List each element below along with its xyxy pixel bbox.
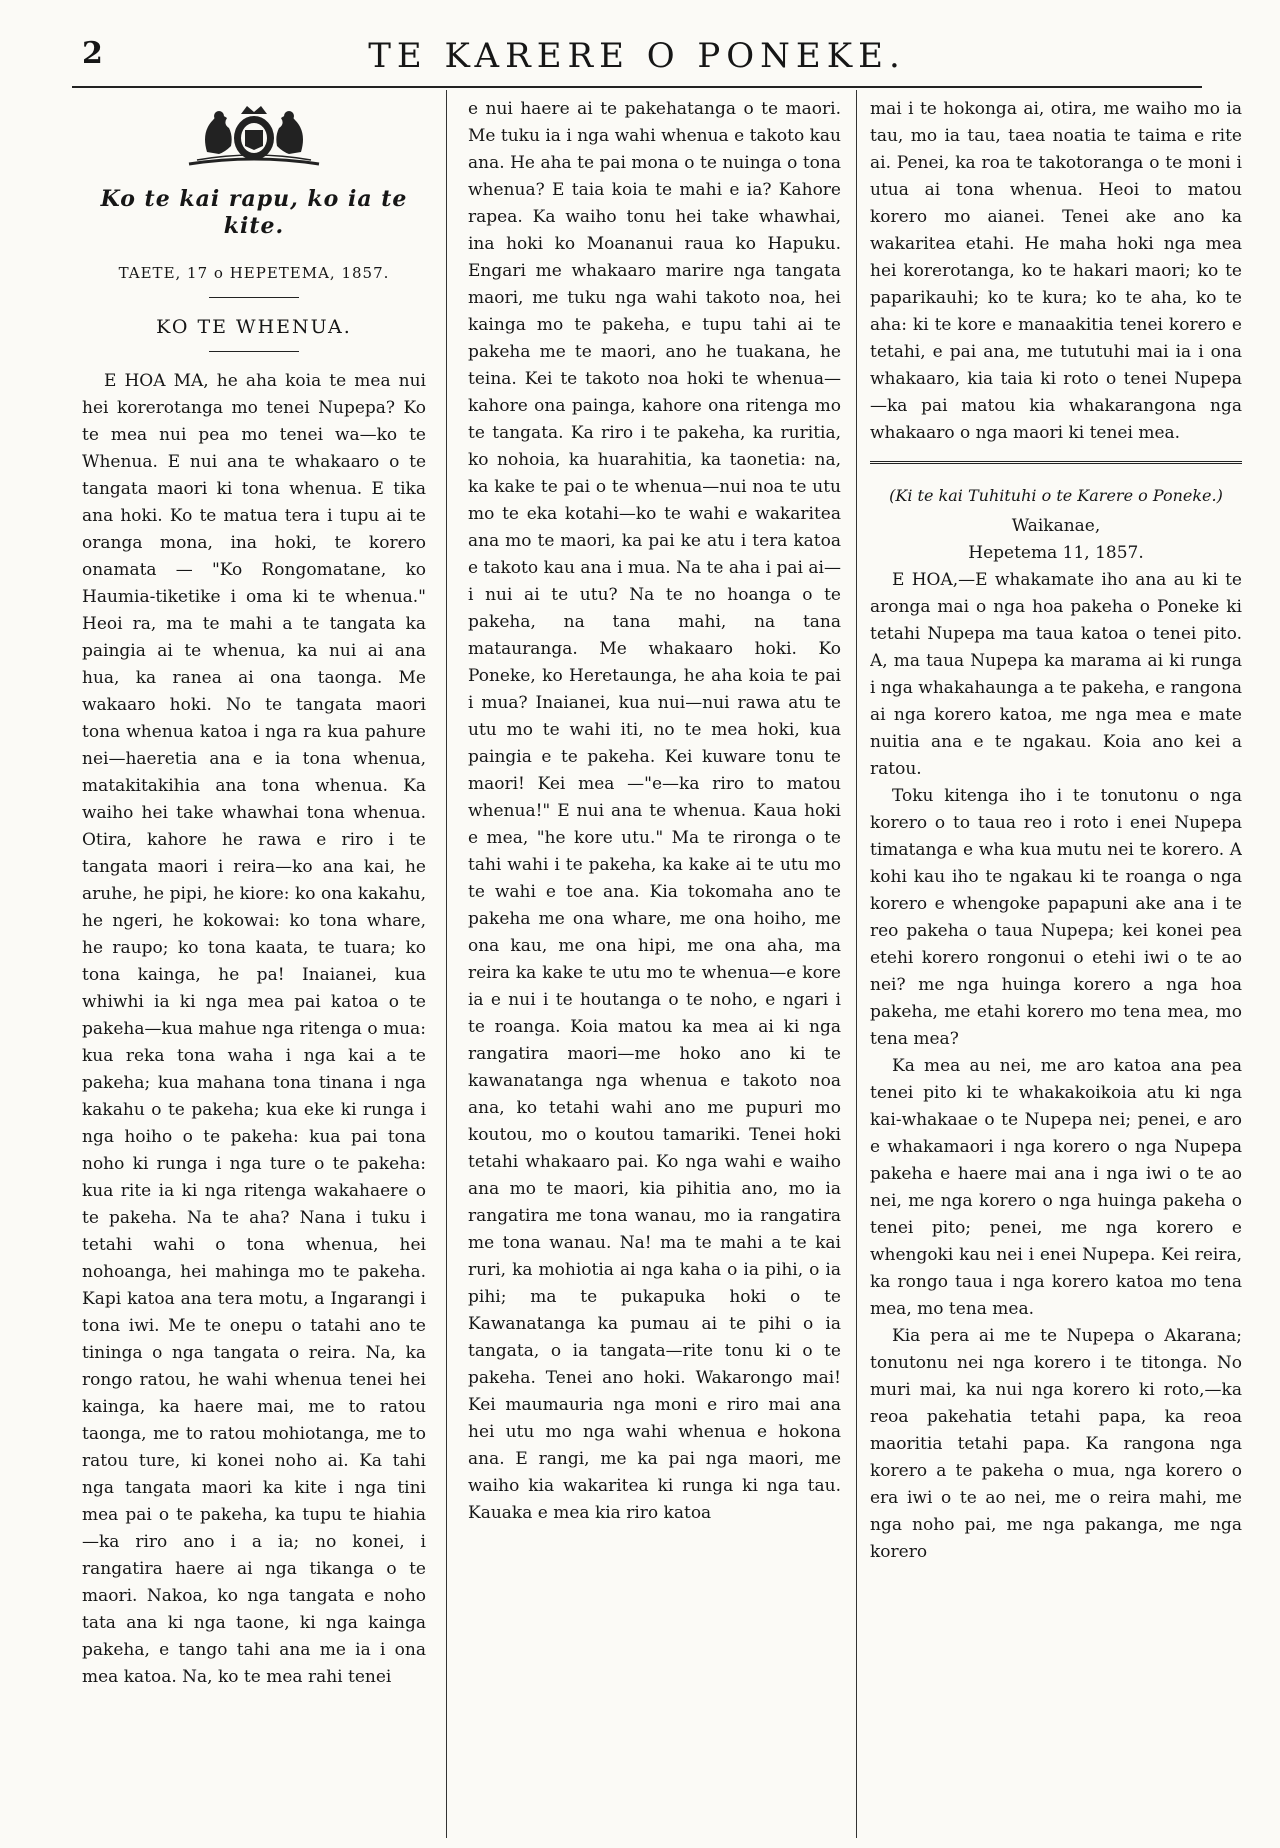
article-paragraph: e nui haere ai te pakehatanga o te maori. Me tuku ia i nga wahi whenua e takoto kau ana. He aha te pai mona o te nuinga o tona whenua? E taia koia te mahi e ia? Kahore rapea. Ka waiho tonu hei take whawhai, ina hoki ko Moananui raua ko Hapuku. Engari me whakaaro marire nga tangata maori, me tuku nga wahi takoto noa, hei kainga mo te pakeha, e tupu tahi ai te pakeha me te maori, ano he tuakana, he teina. Kei te takoto noa hoki te whenua—kahore ona painga, kahore ona ritenga mo te tangata. Ka riro i te pakeha, ka ruritia, ko nohoia, ka huarahitia, ka taonetia: na, ka kake te pai o te whenua—nui noa te utu mo te eka kotahi—ko te wahi e wakaritea ana mo te maori, ka pai ke atu i tera katoa e takoto kau ana i mua. Na te aha i pai ai—i nui ai te utu? Na te no hoanga o te pakeha, na tana mahi, na tana matauranga. Me whakaaro hoki. Ko Poneke, ko Heretaunga, he aha koia te pai i mua? Inaianei, kua nui—nui rawa atu te utu mo te wahi iti, no te mea hoki, kua paingia e te pakeha. Kei kuware tonu te maori! Kei mea —"e—ka riro to matou whenua!" E nui ana te whenua. Kaua hoki e mea, "he kore utu." Ma te rironga o te tahi wahi i te pakeha, ka kake ai te utu mo te wahi e toe ana. Kia tokomaha ano te pakeha me ona whare, me ona hoiho, me ona kau, me ona hipi, me ona aha, ma reira ka kake te utu mo te whenua—e kore ia e nui i te houtanga o te noho, e ngari i te roanga. Koia matou ka mea ai ki nga rangatira maori—me hoko ano ki te kawanatanga nga whenua e takoto noa ana, ko tetahi wahi ano me pupuri mo koutou, mo o koutou tamariki. Tenei hoki tetahi whakaaro pai. Ko nga wahi e waiho ana mo te maori, kia pihitia ano, mo ia rangatira me tona wanau, mo ia rangatira me tona wanau. Na! ma te mahi a te kai ruri, ka mohiotia ai nga kaha o ia pihi, o ia pihi; ma te pukapuka hoki o te Kawanatanga ka pumau ai te pihi o ia tangata, o ia tangata—rite tonu ki o te pakeha. Tenei ano hoki. Wakarongo mai! Kei maumauria nga moni e riro mai ana hei utu mo nga wahi whenua e hokona ana. E rangi, me ka pai nga maori, me waiho kia wakaritea ki runga ki nga tau. Kauaka e mea kia riro katoa bbox=[468, 99, 841, 1523]
issue-date: TAETE, 17 o HEPETEMA, 1857. bbox=[118, 264, 390, 282]
motto: Ko te kai rapu, ko ia te kite. bbox=[100, 186, 408, 239]
masthead-title: TE KARERE O PONEKE. bbox=[368, 36, 906, 76]
letter-paragraph: Toku kitenga iho i te tonutonu o nga korero o to taua reo i roto i enei Nupepa timatanga e wha kua mutu nei te korero. A kohi kau iho te ngakau ki te roanga o nga korero e whengoke papapuni ake ana i te reo pakeha o taua Nupepa; kei konei pea etehi korero rongonui o etehi iwi o te ao nei? me nga huinga korero a nga hoa pakeha, me etahi korero mo tena mea, mo tena mea? bbox=[870, 786, 1242, 1049]
letter-paragraph: Kia pera ai me te Nupepa o Akarana; tonutonu nei nga korero i te titonga. No muri mai, ka nui nga korero ki roto,—ka reoa pakehatia tetahi papa, ka reoa maoritia tetahi papa. Ka rangona nga korero a te pakeha o mua, nga korero o era iwi o te ao nei, me o reira mahi, me nga noho pai, me nga pakanga, me nga korero bbox=[870, 1326, 1242, 1562]
letter-heading: (Ki te kai Tuhituhi o te Karere o Poneke.) bbox=[889, 486, 1223, 505]
column-divider bbox=[446, 90, 447, 1838]
header-rule bbox=[72, 86, 1202, 88]
short-rule bbox=[209, 297, 299, 298]
letter-paragraph: Ka mea au nei, me aro katoa ana pea tenei pito ki te whakakoikoia atu ki nga kai-whakaae o te Nupepa nei; penei, e aro e whakamaori i nga korero o nga Nupepa pakeha e haere mai ana i nga iwi o te ao nei, me nga korero o nga huinga pakeha o tenei pito; penei, me nga korero e whengoki kau nei i enei Nupepa. Kei reira, ka rongo taua i nga korero katoa mo tena mea, mo tena mea. bbox=[870, 1056, 1242, 1319]
letter-date: Hepetema 11, 1857. bbox=[968, 543, 1144, 563]
article-paragraph: E HOA MA, he aha koia te mea nui hei korerotanga mo tenei Nupepa? Ko te mea nui pea mo tenei wa—ko te Whenua. E nui ana te whakaaro o te tangata maori ki tona whenua. E tika ana hoki. Ko te matua tera i tupu ai te oranga mona, ina hoki, te korero onamata — "Ko Rongomatane, ko Haumia-tiketike i oma ki te whenua." Heoi ra, ma te mahi a te tangata ka paingia ai te whenua, ka nui ai ana hua, ka ranea ai ona taonga. Me wakaaro hoki. No te tangata maori tona whenua katoa i nga ra kua pahure nei—haeretia ana e ia tona whenua, matakitakihia ana tona whenua. Ka waiho hei take whawhai tona whenua. Otira, kahore he rawa e riro i te tangata maori i reira—ko ana kai, he aruhe, he pipi, he kiore: ko ona kakahu, he ngeri, he kokowai: ko tona whare, he raupo; ko tona kaata, te tuara; ko tona kainga, he pa! Inaianei, kua whiwhi ia ki nga mea pai katoa o te pakeha—kua mahue nga ritenga o mua: kua reka tona waha i nga kai a te pakeha; kua mahana tona tinana i nga kakahu o te pakeha; kua eke ki runga i nga hoiho o te pakeha: kua pai tona noho ki runga i nga ture o te pakeha: kua rite ia ki nga ritenga wakahaere o te pakeha. Na te aha? Nana i tuku i tetahi wahi o tona whenua, hei nohoanga, hei mahinga mo te pakeha. Kapi katoa ana tera motu, a Ingarangi i tona iwi. Me te onepu o tatahi ano te tininga o nga tangata o reira. Na, ka rongo ratou, he wahi whenua tenei hei kainga, ka haere mai, me to ratou taonga, me to ratou mohiotanga, me to ratou ture, ki konei noho ai. Ka tahi nga tangata maori ka kite i nga tini mea pai o te pakeha, ka tupu te hiahia—ka riro ano i a ia; no konei, i rangatira haere ai nga tikanga o te maori. Nakoa, ko nga tangata e noho tata ana ki nga taone, ki nga kainga pakeha, e tango tahi ana me ia i ona mea katoa. Na, ko te mea rahi tenei bbox=[82, 371, 426, 1687]
letter-place: Waikanae, bbox=[1011, 516, 1101, 536]
column-1 bbox=[82, 96, 426, 1836]
page-header bbox=[72, 30, 1202, 76]
column-2 bbox=[468, 96, 841, 1836]
column-divider bbox=[856, 90, 857, 1838]
letter-paragraph: E HOA,—E whakamate iho ana au ki te aronga mai o nga hoa pakeha o Poneke ki tetahi Nupepa ma taua katoa o tenei pito. A, ma taua Nupepa ka marama ai ki runga i nga whakahaunga a te pakeha, e rangona ai nga korero katoa, me nga mea e mate nuitia ana e te ngakau. Koia ano kei a ratou. bbox=[870, 570, 1242, 779]
section-divider bbox=[870, 461, 1242, 468]
article-paragraph: mai i te hokonga ai, otira, me waiho mo ia tau, mo ia tau, taea noatia te taima e rite ai. Penei, ka roa te takotoranga o te moni i utua ai tona whenua. Heoi to matou korero mo aianei. Tenei ake ano ka wakaritea etahi. He maha hoki nga mea hei korerotanga, ko te hakari maori; ko te paparikauhi; ko te kura; ko te aha, ko te aha: ki te kore e manaakitia tenei korero e tetahi, e pai ana, me tututuhi mai ia i ona whakaaro, kia taia ki roto o tenei Nupepa—ka pai matou kia whakarangona nga whakaaro o nga maori ki tenei mea. bbox=[870, 99, 1242, 443]
column-3 bbox=[870, 96, 1242, 1836]
coat-of-arms-icon bbox=[179, 102, 329, 172]
short-rule bbox=[209, 351, 299, 352]
page-number: 2 bbox=[82, 36, 103, 71]
article-title: KO TE WHENUA. bbox=[156, 316, 352, 338]
